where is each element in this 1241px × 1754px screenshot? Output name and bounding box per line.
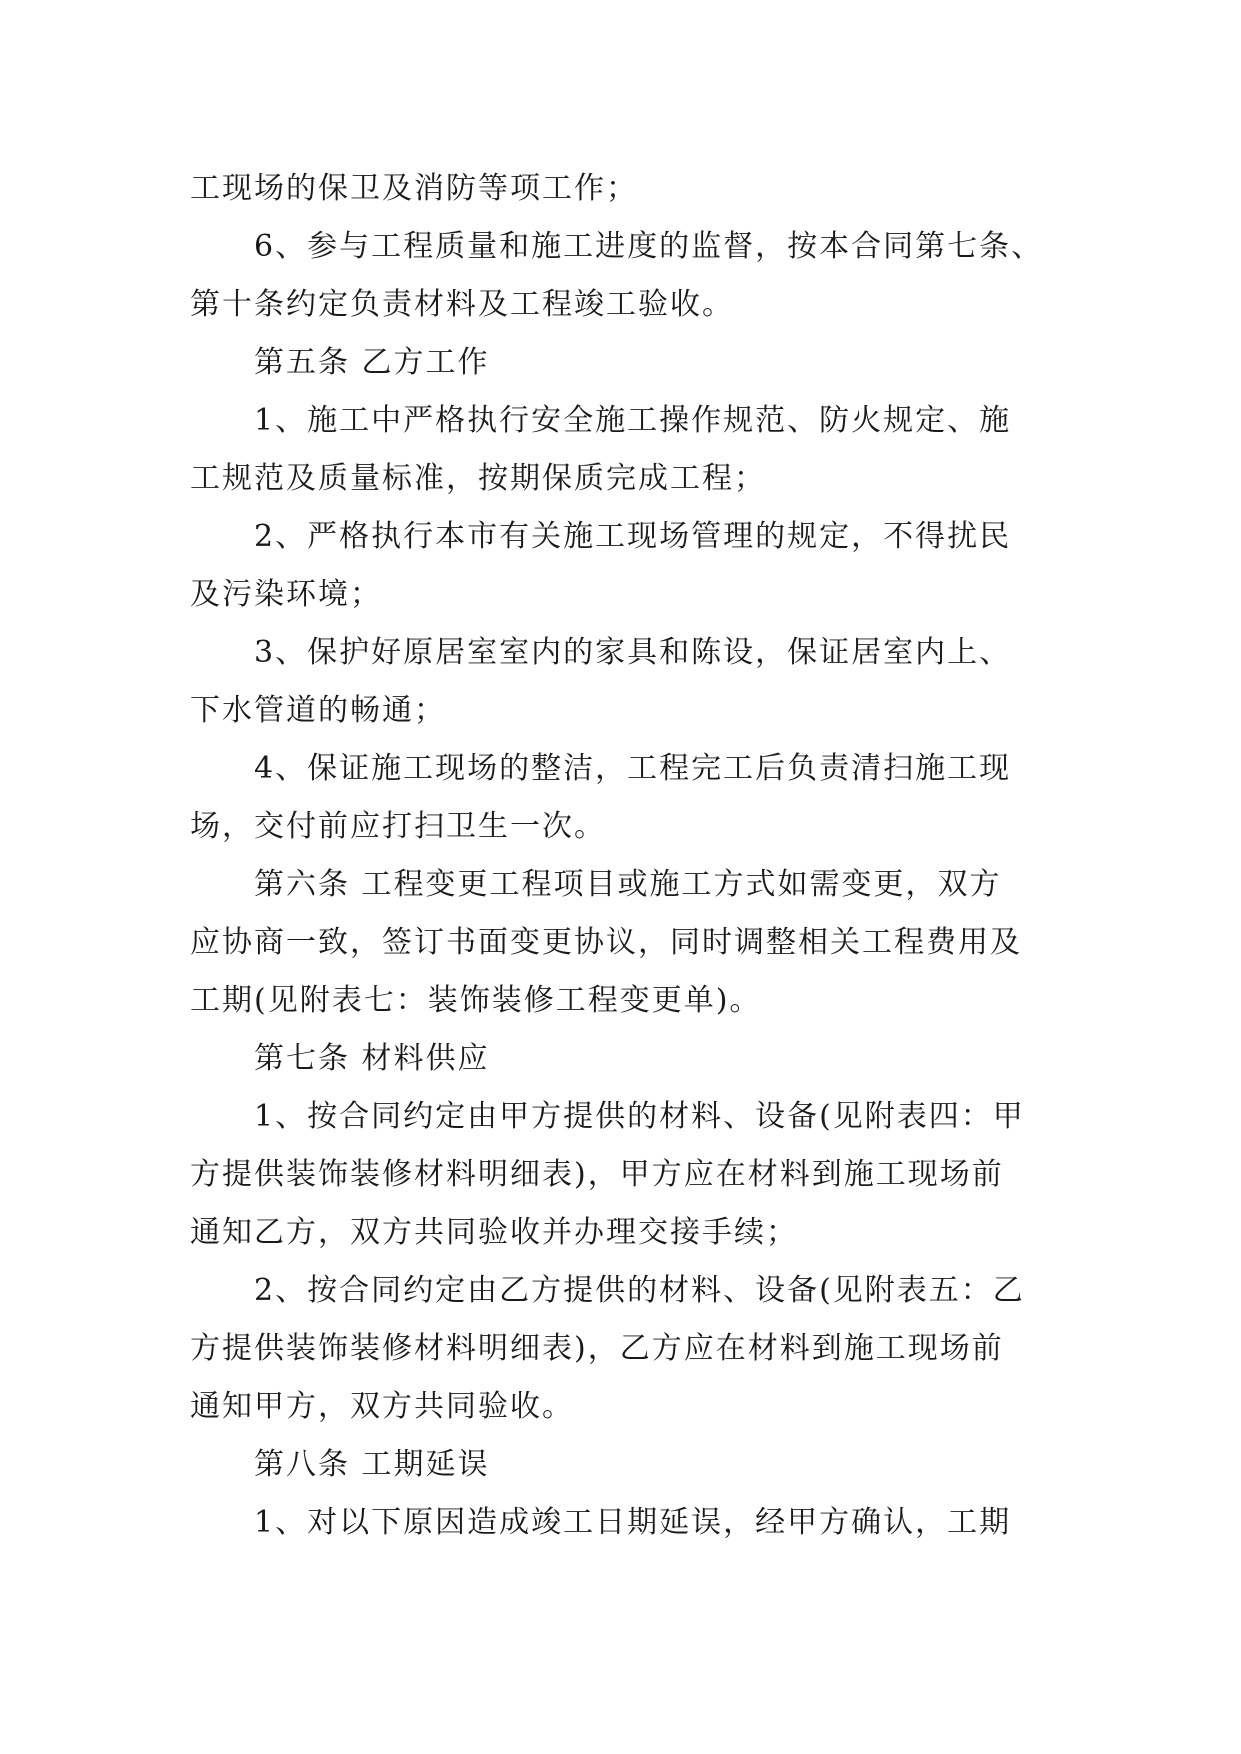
text-line: 1、施工中严格执行安全施工操作规范、防火规定、施 xyxy=(254,403,1012,438)
text-line: 工规范及质量标准，按期保质完成工程； xyxy=(190,461,766,496)
text-line: 场，交付前应打扫卫生一次。 xyxy=(190,809,606,844)
text-line: 4、保证施工现场的整洁，工程完工后负责清扫施工现 xyxy=(254,751,1012,786)
text-line: 工期(见附表七：装饰装修工程变更单)。 xyxy=(190,983,762,1018)
text-line: 工现场的保卫及消防等项工作； xyxy=(190,171,638,206)
text-line: 方提供装饰装修材料明细表)，乙方应在材料到施工现场前 xyxy=(190,1331,1004,1366)
text-line: 应协商一致，签订书面变更协议，同时调整相关工程费用及 xyxy=(190,925,1022,960)
text-line: 1、按合同约定由甲方提供的材料、设备(见附表四：甲 xyxy=(254,1099,1025,1134)
text-line: 第六条 工程变更工程项目或施工方式如需变更，双方 xyxy=(254,867,1002,902)
text-line: 1、对以下原因造成竣工日期延误，经甲方确认，工期 xyxy=(254,1505,1012,1540)
text-line: 6、参与工程质量和施工进度的监督，按本合同第七条、 xyxy=(254,229,1044,264)
text-line: 方提供装饰装修材料明细表)，甲方应在材料到施工现场前 xyxy=(190,1157,1004,1192)
document-body xyxy=(190,160,1190,1552)
text-line: 及污染环境； xyxy=(190,577,382,612)
text-line: 第五条 乙方工作 xyxy=(254,345,490,380)
text-line: 2、严格执行本市有关施工现场管理的规定，不得扰民 xyxy=(254,519,1012,554)
text-line: 3、保护好原居室室内的家具和陈设，保证居室内上、 xyxy=(254,635,1012,670)
text-line: 通知甲方，双方共同验收。 xyxy=(190,1389,574,1424)
text-line: 通知乙方，双方共同验收并办理交接手续； xyxy=(190,1215,798,1250)
text-line: 第七条 材料供应 xyxy=(254,1041,490,1076)
text-line: 2、按合同约定由乙方提供的材料、设备(见附表五：乙 xyxy=(254,1273,1025,1308)
text-line: 下水管道的畅通； xyxy=(190,693,446,728)
text-line: 第八条 工期延误 xyxy=(254,1447,490,1482)
text-line: 第十条约定负责材料及工程竣工验收。 xyxy=(190,287,734,322)
